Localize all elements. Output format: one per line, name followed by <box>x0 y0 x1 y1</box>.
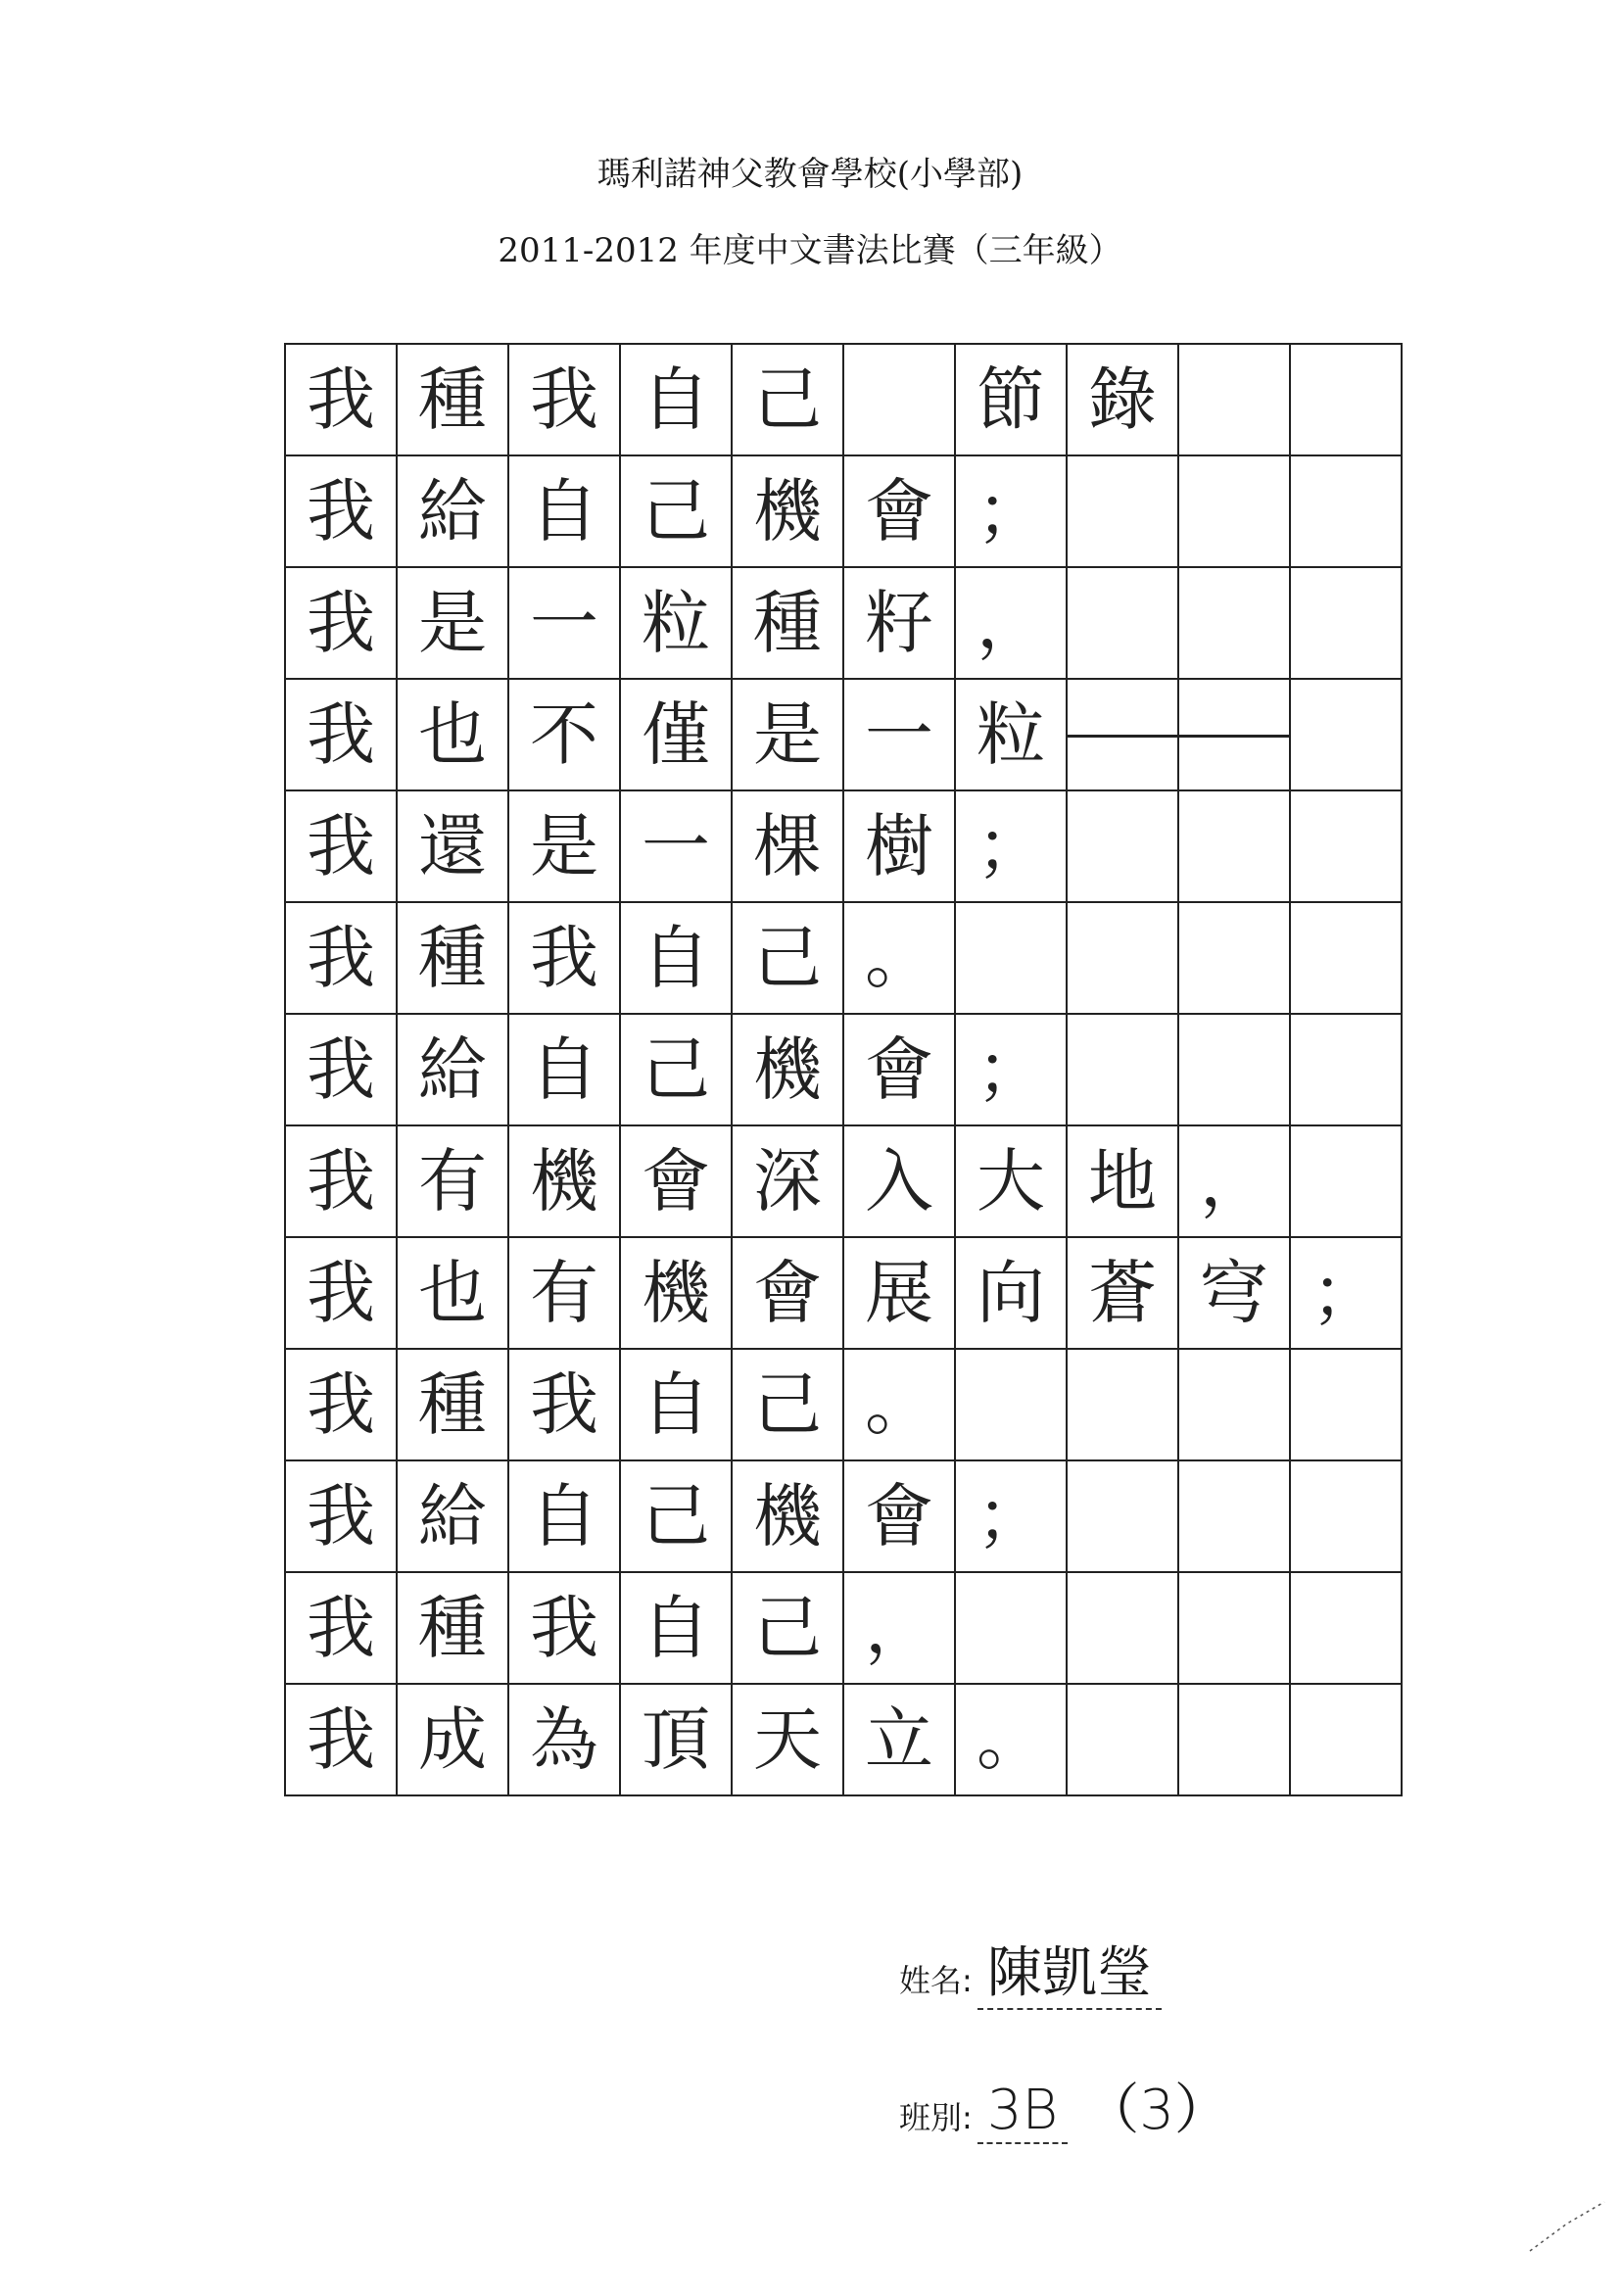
grid-cell: 會 <box>843 1014 955 1125</box>
seat-number: （3） <box>1084 2079 1229 2142</box>
grid-row <box>285 344 1402 455</box>
grid-cell <box>1178 1572 1290 1684</box>
grid-cell <box>1178 1014 1290 1125</box>
grid-cell <box>1290 455 1402 567</box>
grid-cell: 我 <box>285 1349 397 1460</box>
grid-cell: 種 <box>397 1572 508 1684</box>
grid-cell: 我 <box>285 455 397 567</box>
grid-cell: 入 <box>843 1125 955 1237</box>
grid-cell <box>1178 344 1290 455</box>
grid-cell: 有 <box>508 1237 620 1349</box>
grid-cell <box>1067 1572 1178 1684</box>
grid-cell: 會 <box>620 1125 732 1237</box>
grid-cell: 地 <box>1067 1125 1178 1237</box>
grid-cell: 。 <box>955 1684 1067 1795</box>
grid-cell <box>1067 455 1178 567</box>
grid-cell-dash <box>1178 679 1290 790</box>
grid-cell: 機 <box>732 1460 843 1572</box>
grid-cell <box>1067 1684 1178 1795</box>
grid-cell <box>1290 344 1402 455</box>
grid-cell: 會 <box>843 455 955 567</box>
grid-row <box>285 1014 1402 1125</box>
grid-cell: 。 <box>843 902 955 1014</box>
grid-cell: 不 <box>508 679 620 790</box>
grid-cell: 。 <box>843 1349 955 1460</box>
grid-row <box>285 567 1402 679</box>
class-label: 班別: <box>899 2099 973 2136</box>
grid-cell: 己 <box>620 1014 732 1125</box>
grid-cell <box>1067 1460 1178 1572</box>
grid-cell <box>955 902 1067 1014</box>
grid-cell: 深 <box>732 1125 843 1237</box>
grid-cell: 種 <box>732 567 843 679</box>
grid-cell: 給 <box>397 455 508 567</box>
grid-cell: 樹 <box>843 790 955 902</box>
name-label: 姓名: <box>899 1962 973 1999</box>
grid-cell: 一 <box>620 790 732 902</box>
grid-cell <box>1178 1684 1290 1795</box>
grid-cell <box>1290 567 1402 679</box>
grid-cell <box>1290 1014 1402 1125</box>
grid-cell: 我 <box>508 1572 620 1684</box>
grid-cell: 我 <box>508 902 620 1014</box>
grid-cell <box>1290 902 1402 1014</box>
grid-row <box>285 1684 1402 1795</box>
grid-cell: 自 <box>508 1014 620 1125</box>
grid-cell: ， <box>843 1572 955 1684</box>
grid-cell: 錄 <box>1067 344 1178 455</box>
grid-cell <box>1067 902 1178 1014</box>
grid-cell: ， <box>955 567 1067 679</box>
grid-cell: 機 <box>732 455 843 567</box>
grid-cell: 我 <box>285 344 397 455</box>
grid-cell: 機 <box>732 1014 843 1125</box>
writing-grid <box>284 343 1403 1796</box>
grid-row <box>285 902 1402 1014</box>
grid-cell: 我 <box>285 1684 397 1795</box>
grid-row <box>285 455 1402 567</box>
grid-cell: 會 <box>843 1460 955 1572</box>
grid-cell: 我 <box>285 1014 397 1125</box>
grid-cell <box>955 1572 1067 1684</box>
grid-cell: 有 <box>397 1125 508 1237</box>
school-title: 瑪利諾神父教會學校(小學部) <box>596 155 1024 194</box>
grid-cell: 成 <box>397 1684 508 1795</box>
grid-cell: 自 <box>620 1349 732 1460</box>
grid-row <box>285 1349 1402 1460</box>
grid-cell <box>1290 1349 1402 1460</box>
grid-cell <box>1290 1684 1402 1795</box>
grid-cell: 我 <box>508 344 620 455</box>
grid-cell <box>1178 790 1290 902</box>
grid-cell: 為 <box>508 1684 620 1795</box>
grid-row <box>285 1460 1402 1572</box>
grid-row <box>285 790 1402 902</box>
grid-cell <box>1067 1349 1178 1460</box>
grid-cell <box>1067 790 1178 902</box>
grid-cell: 還 <box>397 790 508 902</box>
grid-cell: 大 <box>955 1125 1067 1237</box>
grid-cell: 蒼 <box>1067 1237 1178 1349</box>
grid-cell: 種 <box>397 1349 508 1460</box>
grid-cell <box>1178 902 1290 1014</box>
grid-cell: 會 <box>732 1237 843 1349</box>
grid-cell: 是 <box>397 567 508 679</box>
competition-title: 2011-2012 年度中文書法比賽（三年級） <box>498 231 1122 270</box>
grid-cell: 是 <box>508 790 620 902</box>
grid-cell: 穹 <box>1178 1237 1290 1349</box>
grid-cell: 給 <box>397 1014 508 1125</box>
grid-cell: 一 <box>843 679 955 790</box>
grid-cell: 粒 <box>955 679 1067 790</box>
grid-cell: 我 <box>285 902 397 1014</box>
grid-cell: 種 <box>397 344 508 455</box>
class-value: 3B <box>977 2079 1068 2144</box>
grid-cell <box>1178 567 1290 679</box>
grid-cell: 自 <box>508 1460 620 1572</box>
name-field <box>899 1930 1162 2010</box>
grid-cell: 自 <box>620 1572 732 1684</box>
grid-cell: 自 <box>508 455 620 567</box>
grid-cell: 也 <box>397 679 508 790</box>
grid-cell: 我 <box>285 567 397 679</box>
grid-cell <box>1067 1014 1178 1125</box>
grid-cell: 己 <box>732 1572 843 1684</box>
grid-cell: 我 <box>285 1125 397 1237</box>
pen-mark-icon <box>1528 2194 1606 2253</box>
grid-cell-dash <box>1067 679 1178 790</box>
grid-cell: ， <box>1178 1125 1290 1237</box>
grid-cell: 己 <box>620 1460 732 1572</box>
grid-cell <box>1067 567 1178 679</box>
grid-row <box>285 1237 1402 1349</box>
grid-cell <box>843 344 955 455</box>
grid-cell: 立 <box>843 1684 955 1795</box>
grid-cell: 機 <box>620 1237 732 1349</box>
grid-cell: 我 <box>285 1572 397 1684</box>
grid-cell: 種 <box>397 902 508 1014</box>
grid-cell: 是 <box>732 679 843 790</box>
grid-cell: 給 <box>397 1460 508 1572</box>
grid-cell: 也 <box>397 1237 508 1349</box>
grid-cell: 僅 <box>620 679 732 790</box>
grid-cell: 一 <box>508 567 620 679</box>
grid-cell <box>1290 679 1402 790</box>
grid-cell <box>955 1349 1067 1460</box>
grid-cell: 自 <box>620 902 732 1014</box>
grid-cell <box>1290 1572 1402 1684</box>
grid-cell: 我 <box>285 1237 397 1349</box>
name-value: 陳凱瑩 <box>977 1930 1162 2010</box>
grid-cell <box>1178 1460 1290 1572</box>
grid-cell: 己 <box>732 1349 843 1460</box>
grid-cell: 展 <box>843 1237 955 1349</box>
grid-cell: 己 <box>620 455 732 567</box>
grid-cell: 己 <box>732 344 843 455</box>
grid-row <box>285 1125 1402 1237</box>
grid-cell: ； <box>1290 1237 1402 1349</box>
grid-cell: 我 <box>508 1349 620 1460</box>
grid-cell <box>1178 455 1290 567</box>
grid-cell: 機 <box>508 1125 620 1237</box>
grid-cell: ； <box>955 1460 1067 1572</box>
grid-cell <box>1290 1460 1402 1572</box>
grid-cell: 我 <box>285 1460 397 1572</box>
grid-row <box>285 1572 1402 1684</box>
grid-cell: 我 <box>285 790 397 902</box>
grid-cell: 頂 <box>620 1684 732 1795</box>
grid-cell <box>1290 1125 1402 1237</box>
grid-cell: ； <box>955 1014 1067 1125</box>
grid-cell: 己 <box>732 902 843 1014</box>
grid-cell: ； <box>955 455 1067 567</box>
grid-row <box>285 679 1402 790</box>
grid-cell: 自 <box>620 344 732 455</box>
grid-cell: 我 <box>285 679 397 790</box>
grid-cell <box>1178 1349 1290 1460</box>
grid-cell: 籽 <box>843 567 955 679</box>
grid-cell: 天 <box>732 1684 843 1795</box>
grid-cell: 粒 <box>620 567 732 679</box>
grid-cell: 棵 <box>732 790 843 902</box>
class-field <box>899 2067 1229 2145</box>
grid-cell: ； <box>955 790 1067 902</box>
grid-cell: 向 <box>955 1237 1067 1349</box>
grid-cell: 節 <box>955 344 1067 455</box>
grid-cell <box>1290 790 1402 902</box>
